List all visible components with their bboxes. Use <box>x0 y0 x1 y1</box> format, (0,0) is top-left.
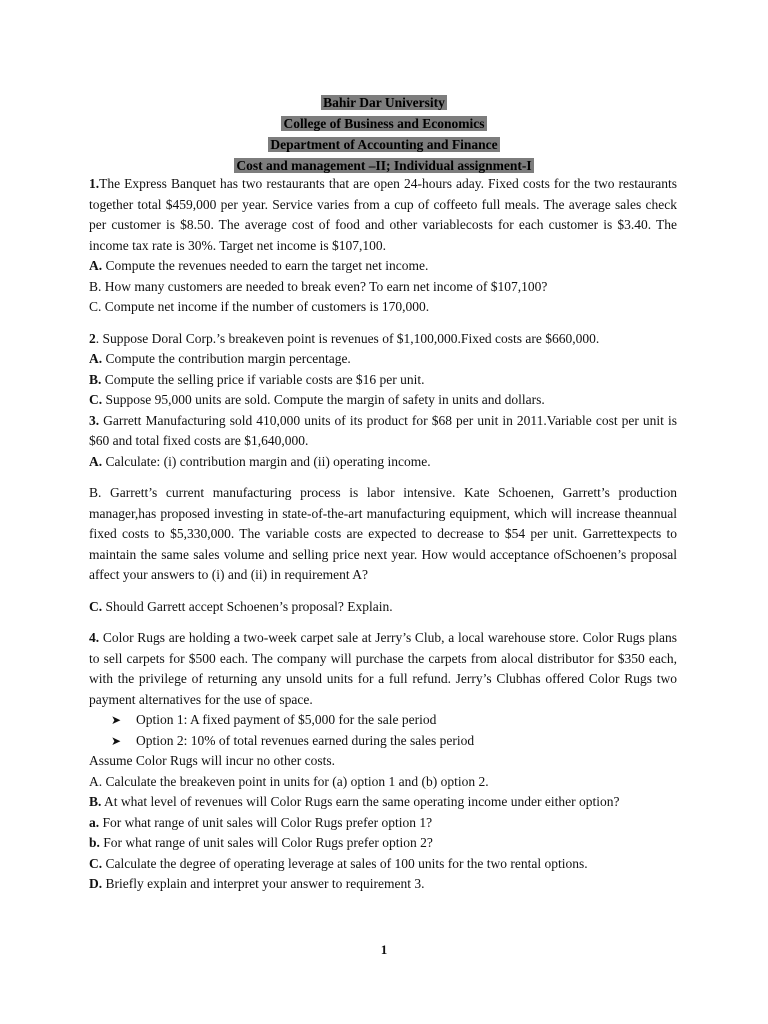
options-list <box>89 710 677 751</box>
question-2 <box>89 329 677 350</box>
question-3-part-a: A. Calculate: (i) contribution margin and (ii) operating income. <box>89 453 431 469</box>
question-4-part-d: D. Briefly explain and interpret your answer to requirement 3. <box>89 876 425 891</box>
question-3 <box>89 411 677 452</box>
question-1-part-b: B. How many customers are needed to break even? To earn net income of $107,100? <box>89 278 548 294</box>
question-2-number: 2 <box>89 330 96 346</box>
question-1-text: The Express Banquet has two restaurants that are open 24-hours aday. Fixed costs for the two restaurants together total $459,000 per year. Service varies from a cup of coffeeto full meals. The average sales check per customer is $8.50. The average cost of food and other variablecosts for each customer is $3.40. The income tax rate is 30%. Target net income is $107,100. <box>89 176 677 253</box>
spacer <box>89 617 677 628</box>
question-3-part-b: B. Garrett’s current manufacturing process is labor intensive. Kate Schoenen, Garrett’s production manager,has proposed investing in state-of-the-art manufacturing equipment, which will increase theannual fixed costs to $5,330,000. The variable costs are expected to decrease to $54 per unit. Garrettexpects to maintain the same sales volume and selling price next year. How would acceptance ofSchoenen’s proposal affect your answers to (i) and (ii) in requirement A? <box>89 485 677 582</box>
question-4-assumption: Assume Color Rugs will incur no other costs. <box>89 753 335 768</box>
question-4 <box>89 628 677 710</box>
department-name: Department of Accounting and Finance <box>270 137 498 152</box>
question-1-number: 1. <box>89 176 100 191</box>
option-item: ➤ Option 2: 10% of total revenues earned during the sales period <box>111 731 677 752</box>
assignment-title: Cost and management –II; Individual assignment-I <box>236 158 532 173</box>
question-2-part-a: A. Compute the contribution margin percentage. <box>89 351 351 366</box>
question-3-number: 3. <box>89 412 100 428</box>
question-3-part-c: C. Should Garrett accept Schoenen’s proposal? Explain. <box>89 598 393 614</box>
question-1 <box>89 174 677 256</box>
question-4-subpart-b: b. For what range of unit sales will Color Rugs prefer option 2? <box>89 835 433 850</box>
question-1-part-c: C. Compute net income if the number of customers is 170,000. <box>89 299 430 314</box>
page-number: 1 <box>380 942 388 957</box>
document-body <box>89 174 677 895</box>
document-header <box>0 92 768 176</box>
spacer <box>89 586 677 597</box>
question-4-part-b: B. At what level of revenues will Color Rugs earn the same operating income under either option? <box>89 794 620 809</box>
question-4-subpart-a: a. For what range of unit sales will Color Rugs prefer option 1? <box>89 814 433 830</box>
question-2-text: . Suppose Doral Corp.’s breakeven point is revenues of $1,100,000.Fixed costs are $660,000. <box>95 330 600 346</box>
university-name: Bahir Dar University <box>323 95 445 110</box>
college-name: College of Business and Economics <box>283 116 485 131</box>
spacer <box>89 472 677 483</box>
arrow-bullet-icon: ➤ <box>111 713 122 727</box>
question-4-part-c: C. Calculate the degree of operating leverage at sales of 100 units for the two rental options. <box>89 855 588 871</box>
arrow-bullet-icon: ➤ <box>111 733 122 748</box>
option-item: ➤ Option 1: A fixed payment of $5,000 for the sale period <box>111 710 677 731</box>
spacer <box>89 318 677 329</box>
question-4-number: 4. <box>89 630 100 645</box>
question-4-part-a: A. Calculate the breakeven point in units for (a) option 1 and (b) option 2. <box>89 773 489 789</box>
question-3-text: Garrett Manufacturing sold 410,000 units of its product for $68 per unit in 2011.Variable cost per unit is $60 and total fixed costs are $1,640,000. <box>89 412 677 448</box>
question-2-part-b: B. Compute the selling price if variable costs are $16 per unit. <box>89 371 425 387</box>
question-4-text: Color Rugs are holding a two-week carpet sale at Jerry’s Club, a local warehouse store. Color Rugs plans to sell carpets for $500 each. The company will purchase the carpets from alocal distributor for $350 each, with the privilege of returning any unsold units for a full refund. Jerry’s Clubhas offered Color Rugs two payment alternatives for the use of space. <box>89 630 677 707</box>
question-2-part-c: C. Suppose 95,000 units are sold. Compute the margin of safety in units and dollars. <box>89 392 545 407</box>
question-1-part-a: A. Compute the revenues needed to earn the target net income. <box>89 258 429 273</box>
